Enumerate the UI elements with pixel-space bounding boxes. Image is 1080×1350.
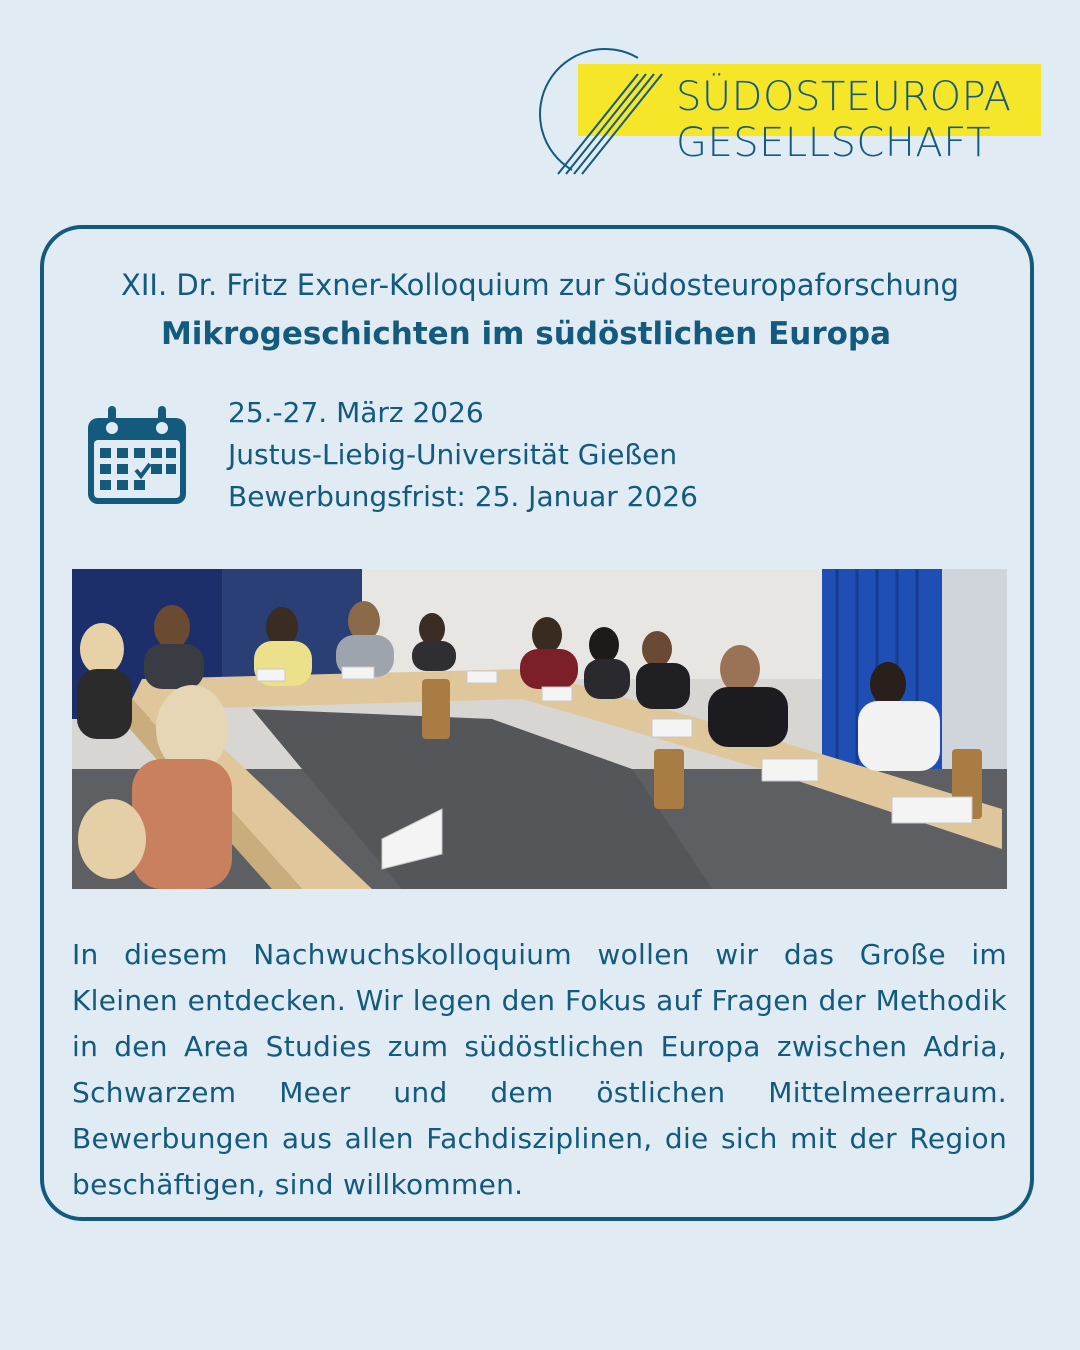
event-location: Justus-Liebig-Universität Gießen: [228, 438, 678, 471]
logo-line-2: GESELLSCHAFT: [676, 120, 992, 166]
calendar-icon: [86, 404, 190, 508]
colloquium-photo: [72, 569, 1007, 889]
logo-wordmark: [676, 74, 1012, 166]
event-kicker: XII. Dr. Fritz Exner-Kolloquium zur Südosteuropaforschung: [121, 268, 959, 302]
event-deadline: Bewerbungsfrist: 25. Januar 2026: [228, 480, 698, 513]
society-logo: [510, 30, 1050, 180]
event-description: In diesem Nachwuchskolloquium wollen wir das Große im Kleinen entdecken. Wir legen den Fokus auf Fragen der Methodik in den Area Studies zum südöstlichen Europa zwischen Adria, Schwarzem Meer und dem östlichen Mittelmeerraum. Bewerbungen aus allen Fachdisziplinen, die sich mit der Region beschäftigen, sind willkommen.: [72, 938, 1007, 1201]
event-date: 25.-27. März 2026: [228, 396, 484, 429]
logo-line-1: SÜDOSTEUROPA: [676, 74, 1012, 120]
event-title: Mikrogeschichten im südöstlichen Europa: [160, 316, 892, 352]
event-facts: [228, 392, 698, 518]
logo-emblem-icon: [510, 30, 680, 180]
